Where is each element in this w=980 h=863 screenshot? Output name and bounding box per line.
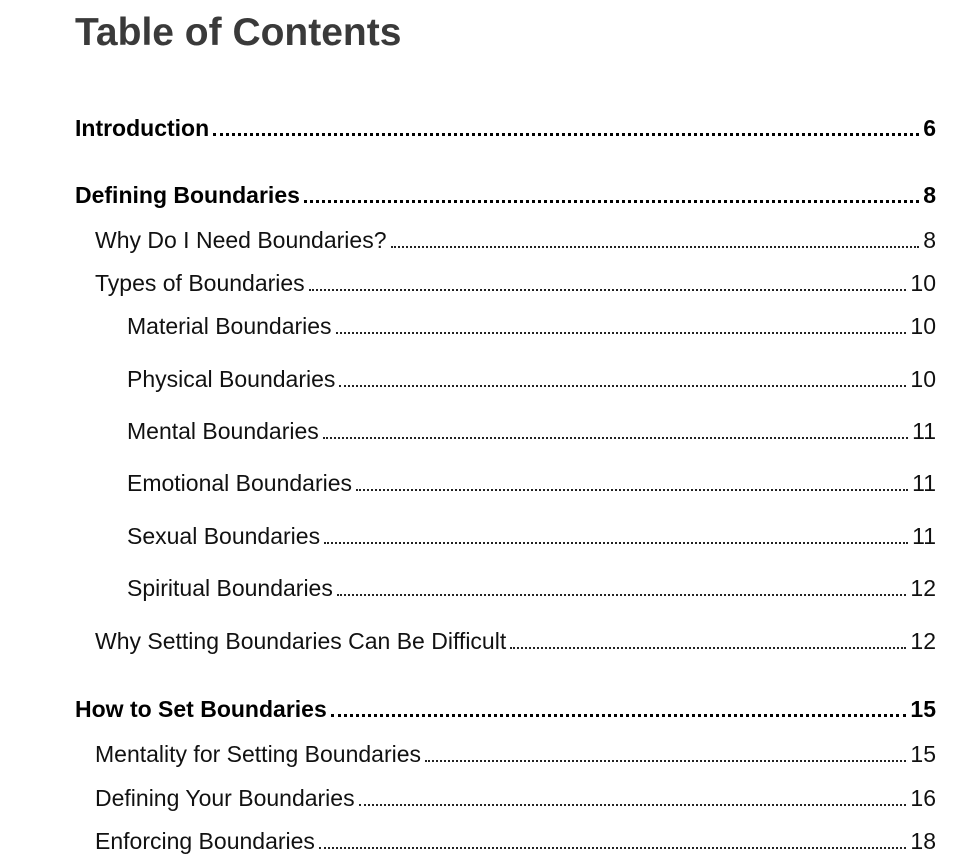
toc-page-number: 10	[910, 366, 936, 392]
toc-entry-label: Enforcing Boundaries	[95, 828, 315, 854]
toc-page-number: 8	[923, 182, 936, 208]
toc-entry-how-to-set-boundaries[interactable]	[75, 693, 936, 723]
toc-page-number: 10	[910, 313, 936, 339]
dot-leader	[309, 289, 907, 291]
toc-page-number: 12	[910, 628, 936, 654]
toc-entry-defining-your-boundaries[interactable]	[95, 782, 936, 812]
toc-entry-label: Physical Boundaries	[127, 366, 336, 392]
toc-entry-why-do-i-need-boundaries[interactable]	[95, 224, 936, 254]
toc-entry-mentality-for-setting-boundaries[interactable]	[95, 738, 936, 768]
toc-page-number: 15	[910, 741, 936, 767]
toc-page-number: 12	[910, 575, 936, 601]
toc-entry-label: Emotional Boundaries	[127, 470, 353, 496]
toc-entry-why-setting-boundaries-difficult[interactable]	[95, 625, 936, 655]
dot-leader	[391, 246, 920, 248]
toc-entry-label: Why Do I Need Boundaries?	[95, 227, 387, 253]
toc-entry-label: Sexual Boundaries	[127, 523, 321, 549]
dot-leader	[323, 437, 908, 439]
toc-page-number: 11	[912, 418, 936, 444]
dot-leader	[331, 714, 907, 717]
toc-entry-label: Mental Boundaries	[127, 418, 319, 444]
dot-leader	[336, 332, 907, 334]
dot-leader	[356, 489, 908, 491]
dot-leader	[213, 133, 919, 136]
toc-page-number: 11	[912, 470, 936, 496]
toc-page-number: 11	[912, 523, 936, 549]
toc-page-number: 8	[923, 227, 936, 253]
page-title: Table of Contents	[75, 11, 402, 54]
toc-entry-types-of-boundaries[interactable]	[95, 267, 936, 297]
toc-page-number: 15	[910, 696, 936, 722]
dot-leader	[324, 542, 908, 544]
toc-entry-label: How to Set Boundaries	[75, 696, 327, 722]
dot-leader	[319, 847, 906, 849]
toc-entry-label: Defining Boundaries	[75, 182, 300, 208]
toc-entry-defining-boundaries[interactable]	[75, 179, 936, 209]
toc-entry-mental-boundaries[interactable]	[127, 415, 936, 445]
toc-entry-introduction[interactable]	[75, 112, 936, 142]
dot-leader	[339, 385, 906, 387]
dot-leader	[304, 200, 919, 203]
toc-entry-label: Introduction	[75, 115, 210, 141]
toc-entry-label: Spiritual Boundaries	[127, 575, 333, 601]
toc-entry-material-boundaries[interactable]	[127, 310, 936, 340]
toc-entry-label: Material Boundaries	[127, 313, 332, 339]
toc-entry-sexual-boundaries[interactable]	[127, 520, 936, 550]
toc-page-number: 16	[910, 785, 936, 811]
toc-entry-spiritual-boundaries[interactable]	[127, 572, 936, 602]
toc-page-number: 10	[910, 270, 936, 296]
dot-leader	[359, 804, 907, 806]
dot-leader	[510, 647, 906, 649]
toc-page-number: 6	[923, 115, 936, 141]
toc-entry-label: Types of Boundaries	[95, 270, 305, 296]
toc-entry-label: Mentality for Setting Boundaries	[95, 741, 422, 767]
toc-entry-emotional-boundaries[interactable]	[127, 467, 936, 497]
toc-page-number: 18	[910, 828, 936, 854]
toc-entry-enforcing-boundaries[interactable]	[95, 825, 936, 855]
toc-entry-label: Why Setting Boundaries Can Be Difficult	[95, 628, 507, 654]
toc-entry-label: Defining Your Boundaries	[95, 785, 355, 811]
dot-leader	[337, 594, 907, 596]
dot-leader	[425, 760, 906, 762]
toc-entry-physical-boundaries[interactable]	[127, 363, 936, 393]
